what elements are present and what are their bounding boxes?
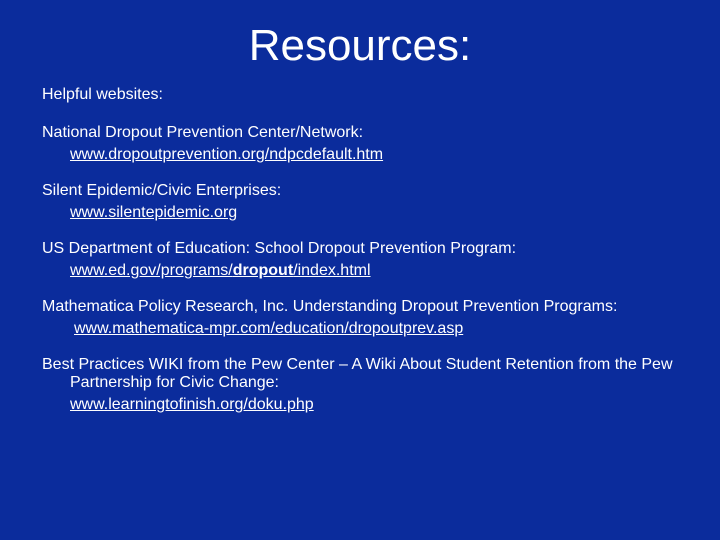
resource-link[interactable]: www.silentepidemic.org [70,204,238,221]
resource-entry [42,298,682,338]
intro-text: Helpful websites: [42,86,163,103]
resource-link[interactable]: www.learningtofinish.org/doku.php [70,396,314,413]
resource-link[interactable]: www.dropoutprevention.org/ndpcdefault.htm [70,146,384,163]
link-part: /index.html [293,262,371,279]
resource-link[interactable]: www.mathematica-mpr.com/education/dropoutprev.asp [74,320,464,337]
link-part: www.ed.gov/programs/ [70,262,233,279]
resource-name: Best Practices WIKI from the Pew Center – A Wiki About Student Retention from the Pew Partnership for Civic Change: [42,356,673,391]
slide-title: Resources: [248,21,472,70]
resource-name: Mathematica Policy Research, Inc. Understanding Dropout Prevention Programs: [42,298,618,315]
resource-entry [42,356,682,414]
resource-entry [42,240,682,280]
resource-link[interactable] [70,262,371,280]
resource-entry [42,124,682,164]
link-part-bold: dropout [232,262,294,279]
resource-entry [42,182,682,222]
resource-name: Silent Epidemic/Civic Enterprises: [42,182,282,199]
resource-name: US Department of Education: School Dropout Prevention Program: [42,240,517,257]
resource-name: National Dropout Prevention Center/Network: [42,124,364,141]
content-body [42,86,682,432]
